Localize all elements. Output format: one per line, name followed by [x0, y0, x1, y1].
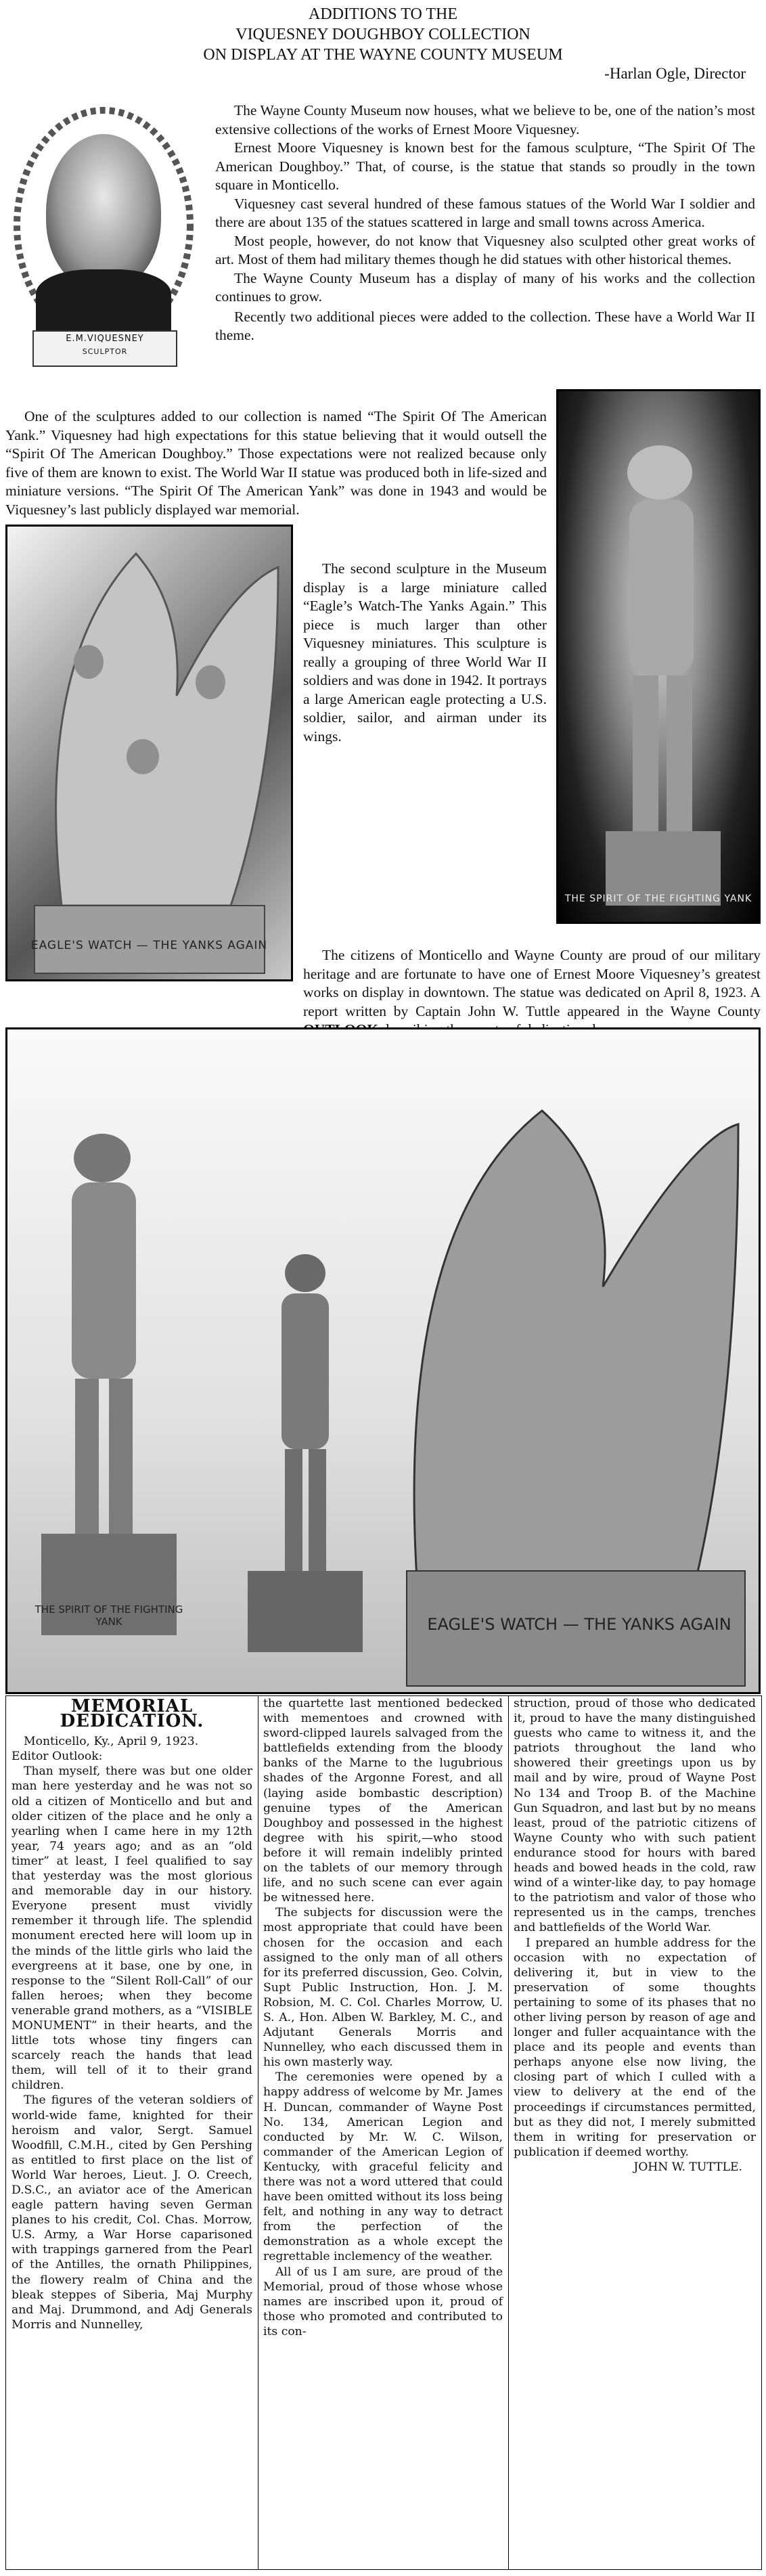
eagle-statue-icon [7, 527, 291, 979]
newspaper-column-2 [263, 1696, 503, 2339]
yank-statue-icon [558, 391, 759, 922]
article-top [215, 102, 755, 345]
portrait-caption-ribbon [32, 330, 177, 367]
three-statues-icon [7, 1029, 759, 1692]
article-side-column [303, 560, 547, 746]
article-paragraph [5, 946, 761, 1040]
article-paragraph: The second sculpture in the Museum display is a large miniature called “Eagle’s Watch-The Yanks Again.” This piece is much larger than other Viquesney miniatures. This sculpture is really a grouping of three World War II soldiers and was done in 1942. It portrays a large American eagle protecting a U.S. soldier, sailor, and airman under its wings. [303, 560, 547, 745]
eagles-watch-photo [5, 525, 293, 981]
portrait-caption-title: SCULPTOR [82, 347, 128, 356]
article-paragraph: Ernest Moore Viquesney is known best for the famous sculpture, “The Spirit Of The American Doughboy.” That, of course, is the statue that stands so proudly in the town square in Monticello. [215, 139, 755, 193]
article-paragraph: The Wayne County Museum now houses, what we believe to be, one of the nation’s most extensive collections of the works of Ernest Moore Viquesney. [215, 102, 755, 137]
article-paragraph: Recently two additional pieces were added to the collection. These have a World War II theme. [215, 308, 755, 343]
page-title [0, 4, 766, 65]
newspaper-clipping [5, 1695, 762, 2570]
newspaper-paragraph: All of us I am sure, are proud of the Memorial, proud of those whose whose names are inscribed upon it, proud of those who promoted and contributed to its con- [263, 2265, 503, 2338]
statues-group-photo [5, 1027, 761, 1694]
article-mid [5, 407, 547, 519]
newspaper-salutation: Editor Outlook: [12, 1750, 103, 1764]
portrait-photo [5, 100, 202, 379]
portrait-face [46, 134, 161, 290]
newspaper-dateline: Monticello, Ky., April 9, 1923. [24, 1735, 199, 1749]
group-yank-caption: THE SPIRIT OF THE FIGHTING YANK [35, 1603, 183, 1628]
title-line-2: VIQUESNEY DOUGHBOY COLLECTION [235, 26, 531, 43]
article-paragraph: One of the sculptures added to our collection is named “The Spirit Of The American Yank.” Viquesney had high expectations for this statue believing that it would outsell the “Spirit Of The American Doughboy.” Those expectations were not realized because only five of them are known to exist. The World War II statue was produced both in life-sized and miniature versions. “The Spirit Of The American Yank” was done in 1943 and would be Viquesney’s last publicly displayed war memorial. [5, 408, 547, 518]
newspaper-paragraph: The figures of the veteran soldiers of world-wide fame, knighted for their heroism and valor, Sergt. Samuel Woodfill, C.M.H., cited by Gen Pershing as entitled to first place on the list of World War heroes, Lieut. J. O. Creech, D.S.C., an aviator ace of the American eagle pattern having seven German planes to his credit, Col. Chas. Morrow, U.S. Army, a War Horse caparisoned with trappings garnered from the Pearl of the Antilles, the ornath Philippines, the flowery realm of China and the bleak steppes of Siberia, Maj Murphy and Maj. Drummond, and Adj Generals Morris and Nunnelley, [12, 2093, 252, 2332]
newspaper-paragraph: I prepared an humble address for the occasion with no expectation of delivering it, but in view to the preservation of some thoughts pertaining to some of its phases that no other living person by reason of age and longer and fuller acquaintance with the place and its people and events than perhaps anyone else now living, the closing part of which I culled with a view to delivery at the end of the proceedings if circumstances permitted, but as they did not, I merely submitted them in writing for preservation or publication if deemed worthy. [514, 1936, 756, 2159]
portrait-suit [36, 269, 171, 330]
newspaper-paragraph: struction, proud of those who dedicated it, proud to have the many distinguished guests who came to witness it, and the patriots throughout the land who showered their greetings upon us by mail and by wire, proud of Wayne Post No 134 and Troop B. of the Machine Gun Squadron, and last but by no means least, proud of the patriotic citizens of Wayne County who with such patient endurance stood for hours with bared heads and bowed heads in the cold, raw wind of a winter-like day, to pay homage to the patriotism and valor of those who represented us in the camps, trenches and battlefields of the World War. [514, 1697, 756, 1935]
byline: -Harlan Ogle, Director [604, 65, 746, 82]
title-line-1: ADDITIONS TO THE [309, 5, 457, 23]
eagle-caption: EAGLE'S WATCH — THE YANKS AGAIN [30, 939, 268, 952]
spirit-of-american-yank-photo [556, 389, 761, 924]
newspaper-signature: JOHN W. TUTTLE. [633, 2160, 742, 2174]
title-line-3: ON DISPLAY AT THE WAYNE COUNTY MUSEUM [203, 46, 563, 64]
newspaper-paragraph: the quartette last mentioned bedecked with mementoes and crowned with sword-clipped laurels salvaged from the battlefields extending from the bloody banks of the Marne to the lugubrious shades of the Argonne Forest, and all (laying aside bombastic description) genuine types of the American Doughboy and possessed in the highest degree with his spirit,—who stood before it will remain indelibly printed on the tablets of our memory through life, and no such scene can ever again be witnessed here. [263, 1697, 503, 1905]
column-rule [508, 1696, 509, 2569]
article-text: The citizens of Monticello and Wayne County are proud of our military heritage and are fortunate to have one of Ernest Moore Viquesney’s greatest works on display in downtown. The statue was dedicated on April 8, 1923. A report written by Captain John W. Tuttle appeared in the Wayne County [303, 947, 761, 1019]
newspaper-paragraph: The ceremonies were opened by a happy address of welcome by Mr. James H. Duncan, commander of Wayne Post No. 134, American Legion and conducted by Mr. W. C. Wilson, commander of the American Legion of Kentucky, with graceful felicity and there was not a word uttered that could have been omitted without its loss being felt, and nothing in any way to detract from the perfection of the demonstration as a whole except the regrettable inclemency of the weather. [263, 2070, 503, 2264]
newspaper-headline: MEMORIAL DEDICATION. [60, 1696, 204, 1732]
article-paragraph: The Wayne County Museum has a display of many of his works and the collection continues to grow. [215, 269, 755, 305]
article-paragraph: Viquesney cast several hundred of these famous statues of the World War I soldier and there are about 135 of the statues scattered in large and small towns across America. [215, 195, 755, 230]
article-bottom [5, 946, 761, 1040]
group-eagle-caption: EAGLE'S WATCH — THE YANKS AGAIN [427, 1615, 731, 1634]
article-paragraph: Most people, however, do not know that Viquesney also sculpted other great works of art. Most of them had military themes though he did statues with other historical themes. [215, 232, 755, 267]
yank-caption: THE SPIRIT OF THE FIGHTING YANK [564, 893, 752, 904]
newspaper-column-1 [12, 1696, 252, 2332]
newspaper-column-3 [514, 1696, 756, 2175]
portrait-caption-name: E.M.VIQUESNEY [66, 334, 144, 344]
newspaper-paragraph: The subjects for discussion were the most appropriate that could have been chosen for the occasion and each assigned to the only man of all others for its preferred discussion, Geo. Colvin, Supt Public Instruction, Hon. J. M. Robsion, M. C. Col. Charles Morrow, U. S. A., Hon. Alben W. Barkley, M. C., and Adjutant Generals Morris and Nunnelley, who each discussed them in his own masterly way. [263, 1906, 503, 2070]
newspaper-paragraph: Than myself, there was but one older man here yesterday and he was not so old a citizen of Monticello and but and older citizen of the place and he only a yearling when I came here in my 12th year, 74 years ago; and as an “old timer” at least, I feel qualified to say that yesterday was the most glorious and memorable day in our history. Everyone present must vividly remember it through life. The splendid monument erected here will loom up in the minds of the little girls who laid the evergreens at it base, one by one, in response to the “Silent Roll-Call” of our fallen heroes; when they become venerable grand mothers, as a “VISIBLE MONUMENT” in their hearts, and the little tots whose tiny fingers can scarcely reach the hands that lead them, will tell of it to their grand children. [12, 1764, 252, 2093]
